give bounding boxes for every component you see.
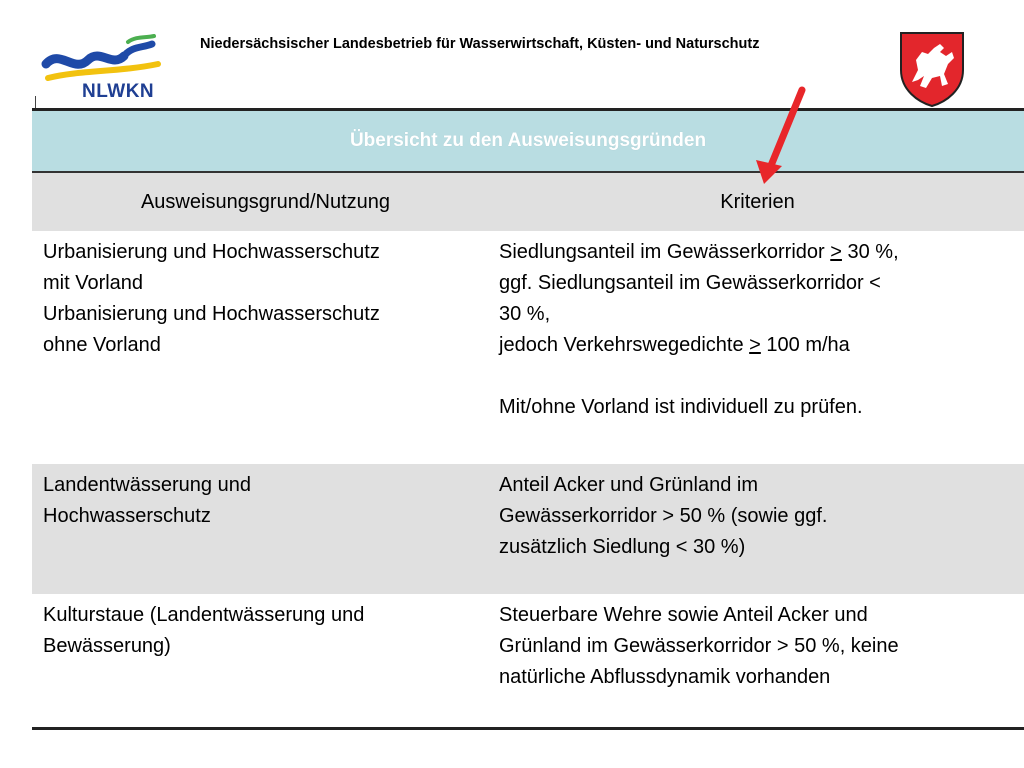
cell-text: ohne Vorland [43, 334, 161, 356]
greater-equal-symbol: > [830, 241, 842, 263]
greater-equal-symbol: > [749, 334, 761, 356]
spacer [499, 361, 1016, 392]
table-header-row [32, 173, 1024, 231]
cell-text: 30 %, [499, 303, 551, 325]
cell-text [499, 237, 1016, 268]
cell-text: Urbanisierung und Hochwasserschutz [43, 241, 380, 263]
cell-text: Steuerbare Wehre sowie Anteil Acker und [499, 604, 868, 626]
table-bottom-rule [32, 727, 1024, 730]
cell-text: Kulturstaue (Landentwässerung und [43, 604, 365, 626]
text-segment: jedoch Verkehrswegedichte [499, 334, 750, 356]
table-row [32, 594, 1024, 727]
header-ausweisungsgrund: Ausweisungsgrund/Nutzung [140, 190, 391, 213]
cell-kriterien [488, 464, 1024, 594]
cell-text [499, 330, 1016, 361]
criteria-table [32, 108, 1024, 730]
cell-text: natürliche Abflussdynamik vorhanden [499, 666, 831, 688]
text-segment: Siedlungsanteil im Gewässerkorridor [499, 241, 831, 263]
cell-kriterien [488, 594, 1024, 727]
text-segment: 30 %, [841, 241, 899, 263]
cell-text: ggf. Siedlungsanteil im Gewässerkorridor < [499, 272, 881, 294]
cell-text: Urbanisierung und Hochwasserschutz [43, 303, 380, 325]
cell-text: Gewässerkorridor > 50 % (sowie ggf. [499, 505, 828, 527]
cell-text: Hochwasserschutz [43, 505, 211, 527]
cell-grund [32, 231, 488, 464]
cell-kriterien [488, 231, 1024, 464]
red-arrow-icon [748, 84, 808, 188]
table-row [32, 231, 1024, 464]
lower-saxony-crest-icon [898, 30, 966, 108]
cell-grund [32, 594, 488, 727]
text-segment: 100 m/ha [760, 334, 850, 356]
cell-grund [32, 464, 488, 594]
cell-text: Mit/ohne Vorland ist individuell zu prüfen. [499, 396, 863, 418]
header-kriterien: Kriterien [720, 190, 795, 213]
cell-text: Anteil Acker und Grünland im [499, 474, 759, 496]
table-row [32, 464, 1024, 594]
cell-text: mit Vorland [43, 272, 144, 294]
cell-text: zusätzlich Siedlung < 30 %) [499, 536, 746, 558]
cell-text: Bewässerung) [43, 635, 171, 657]
table-title: Übersicht zu den Ausweisungsgründen [32, 111, 1024, 171]
cell-text: Landentwässerung und [43, 474, 251, 496]
logo-text: NLWKN [82, 81, 155, 102]
organization-title: Niedersächsischer Landesbetrieb für Wasserwirtschaft, Küsten- und Naturschutz [200, 36, 760, 52]
cell-text: Grünland im Gewässerkorridor > 50 %, keine [499, 635, 899, 657]
